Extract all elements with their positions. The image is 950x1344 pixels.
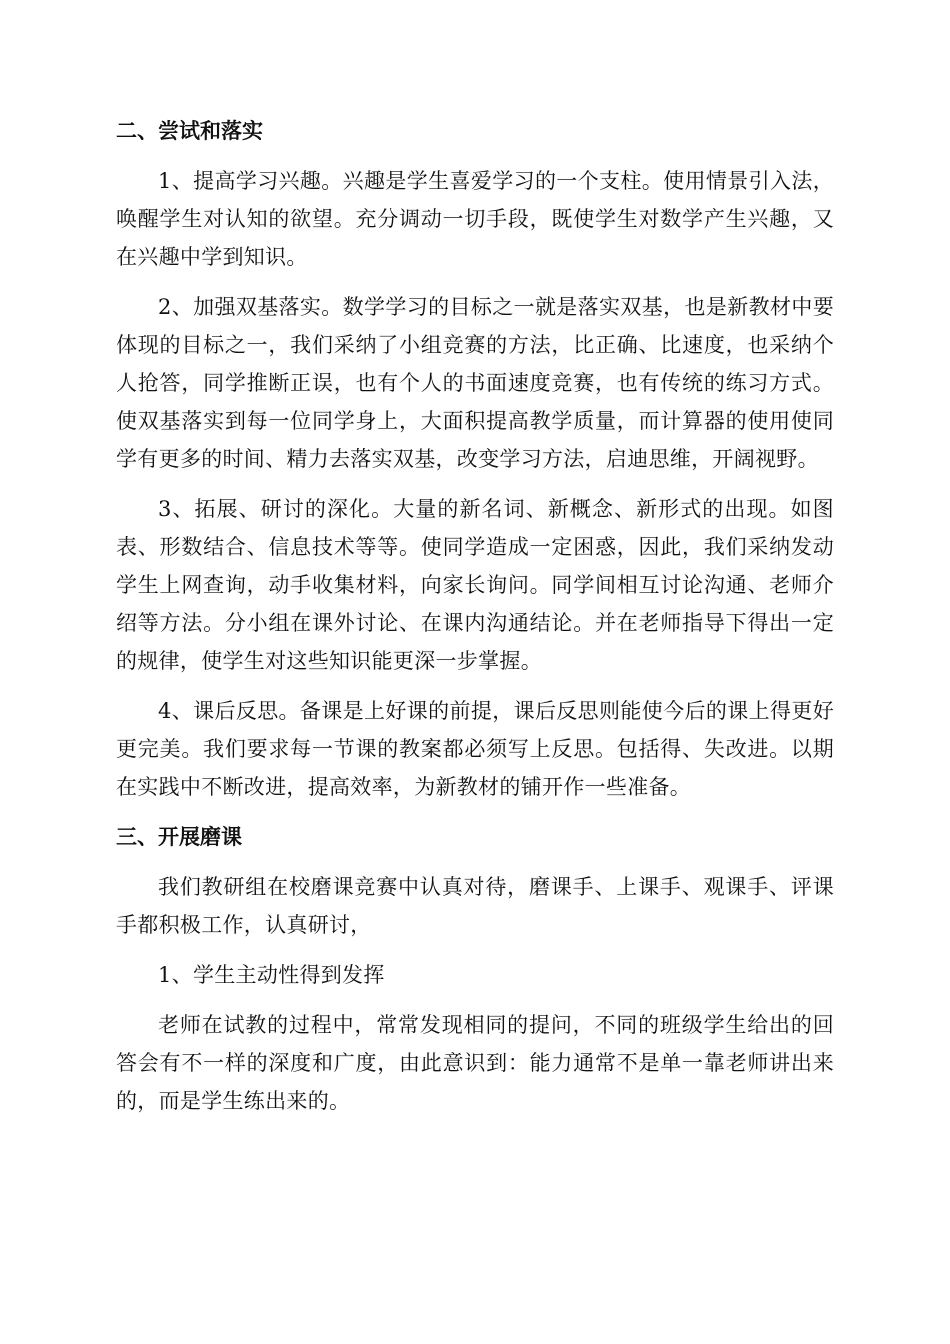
paragraph-double-basics: 2、加强双基落实。数学学习的目标之一就是落实双基，也是新教材中要体现的目标之一，我们采纳了小组竞赛的方法，比正确、比速度，也采纳个人抢答，同学推断正误，也有个人的书面速度竞赛，也有传统的练习方式。使双基落实到每一位同学身上，大面积提高教学质量，而计算器的使用使同学有更多的时间、精力去落实双基，改变学习方法，启迪思维，开阔视野。 (116, 295, 834, 471)
paragraph-teacher-trial: 老师在试教的过程中，常常发现相同的提问，不同的班级学生给出的回答会有不一样的深度和广度，由此意识到：能力通常不是单一靠老师讲出来的，而是学生练出来的。 (116, 1013, 834, 1113)
paragraph-after-class-reflection: 4、课后反思。备课是上好课的前提，课后反思则能使今后的课上得更好更完美。我们要求每一节课的教案都必须写上反思。包括得、失改进。以期在实践中不断改进，提高效率，为新教材的铺开作一些准备。 (116, 699, 834, 799)
paragraph-expansion-research: 3、拓展、研讨的深化。大量的新名词、新概念、新形式的出现。如图表、形数结合、信息技术等等。使同学造成一定困惑，因此，我们采纳发动学生上网查询，动手收集材料，向家长询问。同学间相互讨论沟通、老师介绍等方法。分小组在课外讨论、在课内沟通结论。并在老师指导下得出一定的规律，使学生对这些知识能更深一步掌握。 (116, 497, 834, 673)
paragraph-lesson-competition: 我们教研组在校磨课竞赛中认真对待，磨课手、上课手、观课手、评课手都积极工作，认真研讨， (116, 875, 834, 937)
document-page (116, 112, 834, 1132)
paragraph-learning-interest: 1、提高学习兴趣。兴趣是学生喜爱学习的一个支柱。使用情景引入法，唤醒学生对认知的欲望。充分调动一切手段，既使学生对数学产生兴趣，又在兴趣中学到知识。 (116, 169, 834, 269)
section-heading-lesson-polishing: 三、开展磨课 (116, 825, 242, 849)
paragraph-student-initiative: 1、学生主动性得到发挥 (158, 963, 385, 987)
section-heading-trial-and-implementation: 二、尝试和落实 (116, 119, 263, 143)
